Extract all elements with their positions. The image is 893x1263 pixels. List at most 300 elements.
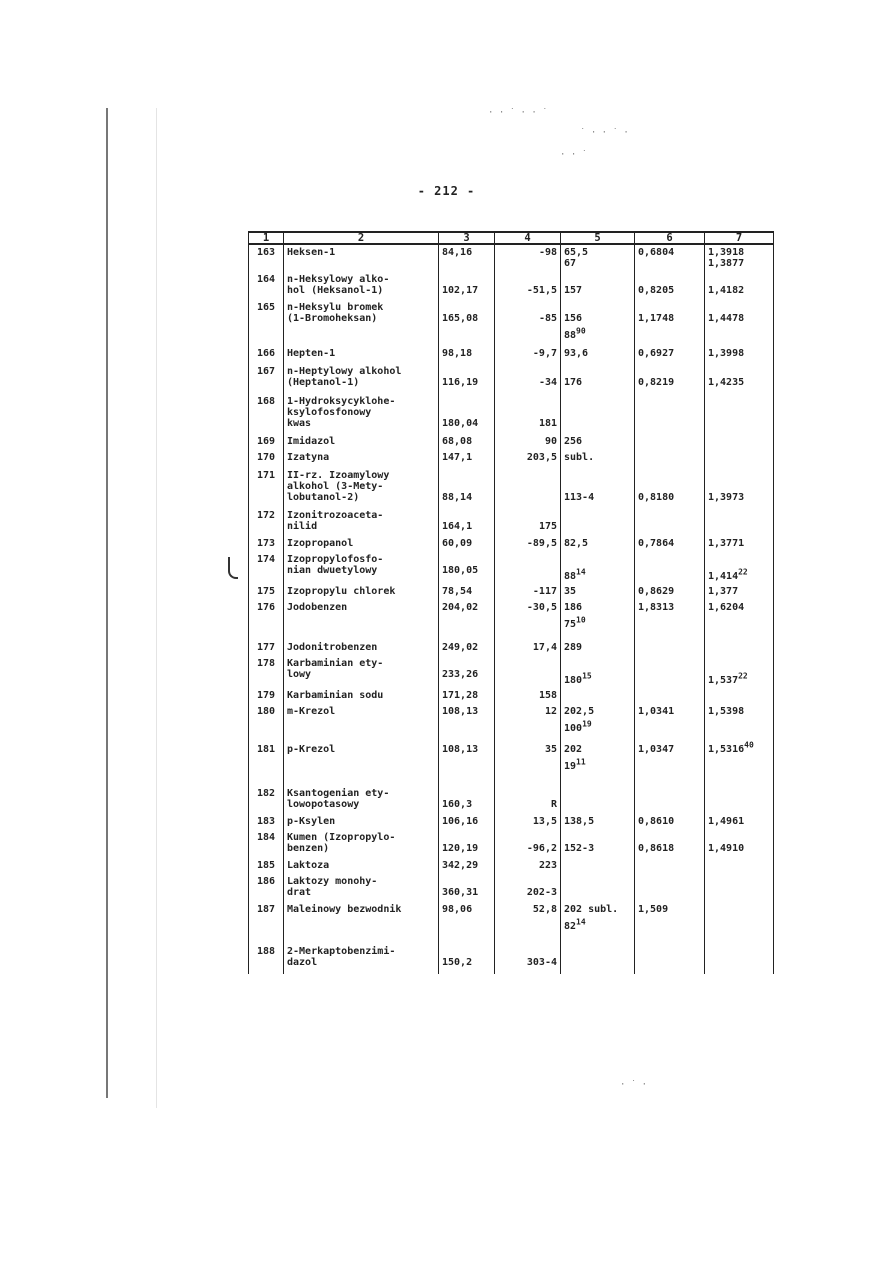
melting-point-line: 12 <box>544 706 557 717</box>
boiling-point-line: $180^{15}$ <box>564 671 592 686</box>
melting-point-line: -9,7 <box>532 348 557 359</box>
compound-number-line: 177 <box>256 642 276 653</box>
melting-point <box>495 300 561 346</box>
col-header: 1 <box>249 232 284 244</box>
density-line <box>638 658 701 669</box>
col-header: 7 <box>705 232 774 244</box>
boiling-point <box>561 244 635 272</box>
compound-number <box>249 536 284 552</box>
boiling-point-line: $19^{11}$ <box>564 757 586 772</box>
molar-mass-line <box>442 788 491 799</box>
density-line: 0,8629 <box>638 586 675 597</box>
boiling-point-line <box>564 690 631 701</box>
table-row <box>249 704 774 742</box>
melting-point <box>495 508 561 536</box>
compound-number <box>249 272 284 300</box>
molar-mass-line: 160,3 <box>442 799 473 810</box>
boiling-point <box>561 640 635 656</box>
density-line <box>638 876 701 887</box>
refractive-index <box>705 272 774 300</box>
melting-point-line <box>498 788 557 799</box>
density <box>635 814 705 830</box>
melting-point-line <box>498 302 557 313</box>
melting-point <box>495 346 561 364</box>
molar-mass <box>439 552 495 584</box>
compound-name-line: p-Ksylen <box>287 816 336 827</box>
melting-point-line <box>498 658 557 669</box>
refractive-index-line: 1,537$^{22}$ <box>708 671 748 686</box>
compound-name-line: lobutanol-2) <box>287 492 360 503</box>
molar-mass <box>439 508 495 536</box>
refractive-index-line: 1,4478 <box>708 313 745 324</box>
density <box>635 704 705 742</box>
boiling-point-line: 202 subl. <box>564 904 619 915</box>
density-line <box>638 396 701 407</box>
compound-name <box>284 830 439 858</box>
density <box>635 536 705 552</box>
density <box>635 364 705 394</box>
compound-number-line: 164 <box>256 274 276 285</box>
compound-name-line: m-Krezol <box>287 706 336 717</box>
compound-number <box>249 244 284 272</box>
density-line <box>638 860 701 871</box>
table-row <box>249 688 774 704</box>
boiling-point-line: 202,5 <box>564 706 595 717</box>
melting-point-line: -34 <box>538 377 557 388</box>
molar-mass-line: 360,31 <box>442 887 479 898</box>
melting-point-line <box>498 470 557 481</box>
melting-point <box>495 874 561 902</box>
compound-name-line: (Heptanol-1) <box>287 377 360 388</box>
melting-point-line: 223 <box>538 860 557 871</box>
refractive-index-line: 1,3973 <box>708 492 745 503</box>
density-line: 1,509 <box>638 904 669 915</box>
boiling-point-line: 186 <box>564 602 583 613</box>
refractive-index-line: 1,3771 <box>708 538 745 549</box>
density-line: 0,8610 <box>638 816 675 827</box>
molar-mass-line: 233,26 <box>442 669 479 680</box>
superscript: 19 <box>582 719 592 729</box>
refractive-index <box>705 814 774 830</box>
refractive-index <box>705 244 774 272</box>
boiling-point <box>561 656 635 688</box>
melting-point-line: 181 <box>538 418 557 429</box>
density-line <box>638 470 701 481</box>
boiling-point-line: 65,5 <box>564 247 589 258</box>
melting-point-line: -85 <box>538 313 557 324</box>
refractive-index <box>705 468 774 508</box>
boiling-point <box>561 814 635 830</box>
density <box>635 688 705 704</box>
melting-point <box>495 364 561 394</box>
density <box>635 272 705 300</box>
molar-mass <box>439 656 495 688</box>
superscript: 40 <box>744 740 754 750</box>
refractive-index-line: 1,4182 <box>708 285 745 296</box>
compound-name <box>284 536 439 552</box>
refractive-index-line: 1,377 <box>708 586 739 597</box>
molar-mass <box>439 272 495 300</box>
compound-number-line: 184 <box>256 832 276 843</box>
melting-point-line: -96,2 <box>526 843 557 854</box>
boiling-point-line <box>564 481 631 492</box>
compound-number-line: 186 <box>256 876 276 887</box>
refractive-index-line <box>708 554 770 565</box>
compound-number <box>249 786 284 814</box>
density-line <box>638 832 701 843</box>
molar-mass-line <box>442 302 491 313</box>
melting-point-line: R <box>550 799 557 810</box>
refractive-index-line: 1,414$^{22}$ <box>708 567 748 582</box>
density-line <box>638 642 701 653</box>
melting-point <box>495 434 561 450</box>
melting-point <box>495 902 561 944</box>
boiling-point <box>561 346 635 364</box>
refractive-index <box>705 346 774 364</box>
col-header: 5 <box>561 232 635 244</box>
refractive-index-line: 1,6204 <box>708 602 745 613</box>
refractive-index <box>705 584 774 600</box>
melting-point-line: -117 <box>532 586 557 597</box>
boiling-point-line: 176 <box>564 377 583 388</box>
refractive-index <box>705 830 774 858</box>
compound-name-line: drat <box>287 887 312 898</box>
molar-mass-line <box>442 274 491 285</box>
compound-name-line: Izatyna <box>287 452 330 463</box>
melting-point <box>495 944 561 974</box>
compound-number <box>249 552 284 584</box>
molar-mass-line <box>442 876 491 887</box>
table-row <box>249 450 774 468</box>
molar-mass-line <box>442 832 491 843</box>
density <box>635 640 705 656</box>
compound-name <box>284 742 439 786</box>
boiling-point-line: $88^{90}$ <box>564 326 586 341</box>
melting-point-line <box>498 510 557 521</box>
density-line <box>638 946 701 957</box>
melting-point <box>495 468 561 508</box>
compound-number <box>249 742 284 786</box>
table-row <box>249 244 774 272</box>
melting-point <box>495 552 561 584</box>
boiling-point <box>561 830 635 858</box>
boiling-point-line <box>564 366 631 377</box>
melting-point <box>495 858 561 874</box>
melting-point <box>495 536 561 552</box>
molar-mass <box>439 394 495 434</box>
boiling-point-line: 157 <box>564 285 583 296</box>
molar-mass-line: 84,16 <box>442 247 473 258</box>
melting-point <box>495 704 561 742</box>
molar-mass <box>439 434 495 450</box>
refractive-index-line: 1,4235 <box>708 377 745 388</box>
compound-name-line: Imidazol <box>287 436 336 447</box>
compound-number-line: 179 <box>256 690 276 701</box>
molar-mass-line: 108,13 <box>442 744 479 755</box>
compound-number-line: 169 <box>256 436 276 447</box>
refractive-index-line: 1,3877 <box>708 258 745 269</box>
melting-point-line: 17,4 <box>532 642 557 653</box>
boiling-point <box>561 704 635 742</box>
table-row <box>249 656 774 688</box>
compound-number-line: 168 <box>256 396 276 407</box>
table-row <box>249 944 774 974</box>
boiling-point-line: 256 <box>564 436 583 447</box>
molar-mass-line: 147,1 <box>442 452 473 463</box>
compound-name-line: Laktoza <box>287 860 330 871</box>
density-line: 0,8205 <box>638 285 675 296</box>
refractive-index <box>705 300 774 346</box>
table-row <box>249 536 774 552</box>
density-line: 0,7864 <box>638 538 675 549</box>
compound-name <box>284 434 439 450</box>
molar-mass <box>439 640 495 656</box>
col-header: 2 <box>284 232 439 244</box>
refractive-index-line <box>708 366 770 377</box>
molar-mass-line: 165,08 <box>442 313 479 324</box>
density <box>635 902 705 944</box>
table-row <box>249 300 774 346</box>
compound-name <box>284 300 439 346</box>
melting-point <box>495 272 561 300</box>
pencil-mark <box>228 557 238 579</box>
refractive-index <box>705 742 774 786</box>
melting-point-line <box>498 832 557 843</box>
refractive-index <box>705 552 774 584</box>
table-row <box>249 552 774 584</box>
molar-mass-line <box>442 407 491 418</box>
boiling-point-line <box>564 470 631 481</box>
boiling-point <box>561 600 635 640</box>
table-row <box>249 874 774 902</box>
compound-name <box>284 508 439 536</box>
molar-mass <box>439 536 495 552</box>
table-row <box>249 364 774 394</box>
refractive-index-line <box>708 452 770 463</box>
boiling-point <box>561 508 635 536</box>
compound-number <box>249 508 284 536</box>
boiling-point-line: 67 <box>564 258 577 269</box>
compound-number-line: 187 <box>256 904 276 915</box>
boiling-point <box>561 450 635 468</box>
compound-name-line: Karbaminian ety- <box>287 658 384 669</box>
compound-number-line: 171 <box>256 470 276 481</box>
compound-number-line: 182 <box>256 788 276 799</box>
refractive-index <box>705 858 774 874</box>
density-line <box>638 452 701 463</box>
molar-mass-line <box>442 396 491 407</box>
compound-name-line: Heksen-1 <box>287 247 336 258</box>
table-row <box>249 394 774 434</box>
refractive-index <box>705 600 774 640</box>
melting-point-line: 202-3 <box>526 887 557 898</box>
density-line: 1,0341 <box>638 706 675 717</box>
refractive-index-line <box>708 658 770 669</box>
boiling-point-line <box>564 396 631 407</box>
molar-mass-line: 98,18 <box>442 348 473 359</box>
refractive-index <box>705 508 774 536</box>
boiling-point <box>561 272 635 300</box>
molar-mass-line: 116,19 <box>442 377 479 388</box>
compound-name <box>284 244 439 272</box>
density <box>635 434 705 450</box>
density-line: 0,8180 <box>638 492 675 503</box>
compound-name-line: benzen) <box>287 843 330 854</box>
compound-name <box>284 552 439 584</box>
refractive-index-line: 1,4961 <box>708 816 745 827</box>
molar-mass <box>439 902 495 944</box>
table-row <box>249 508 774 536</box>
melting-point <box>495 830 561 858</box>
melting-point-line: -89,5 <box>526 538 557 549</box>
compound-number <box>249 346 284 364</box>
refractive-index-line <box>708 510 770 521</box>
density <box>635 742 705 786</box>
melting-point-line <box>498 554 557 565</box>
refractive-index <box>705 704 774 742</box>
compound-number-line: 172 <box>256 510 276 521</box>
boiling-point-line: 289 <box>564 642 583 653</box>
table-row <box>249 346 774 364</box>
compound-number <box>249 468 284 508</box>
boiling-point-line <box>564 876 631 887</box>
compound-name-line: Izopropylu chlorek <box>287 586 396 597</box>
boiling-point-line: subl. <box>564 452 595 463</box>
boiling-point <box>561 688 635 704</box>
table-row <box>249 742 774 786</box>
superscript: 14 <box>576 567 586 577</box>
melting-point <box>495 244 561 272</box>
melting-point <box>495 814 561 830</box>
compound-name-line: ksylofosfonowy <box>287 407 372 418</box>
table-row <box>249 858 774 874</box>
molar-mass <box>439 468 495 508</box>
compound-number-line: 176 <box>256 602 276 613</box>
table-row <box>249 584 774 600</box>
boiling-point-line <box>564 302 631 313</box>
density <box>635 346 705 364</box>
boiling-point-line: $88^{14}$ <box>564 567 586 582</box>
refractive-index <box>705 536 774 552</box>
refractive-index-line: 1,5316$^{40}$ <box>708 740 754 755</box>
compound-number-line: 167 <box>256 366 276 377</box>
refractive-index-line: 1,3998 <box>708 348 745 359</box>
boiling-point <box>561 552 635 584</box>
molar-mass-line: 108,13 <box>442 706 479 717</box>
molar-mass-line <box>442 470 491 481</box>
boiling-point <box>561 902 635 944</box>
melting-point-line: 13,5 <box>532 816 557 827</box>
compound-number <box>249 434 284 450</box>
molar-mass-line: 171,28 <box>442 690 479 701</box>
compound-name-line: lowy <box>287 669 312 680</box>
boiling-point <box>561 742 635 786</box>
compound-name-line: nilid <box>287 521 318 532</box>
melting-point-line: 158 <box>538 690 557 701</box>
molar-mass-line <box>442 366 491 377</box>
compound-number <box>249 640 284 656</box>
compound-number <box>249 944 284 974</box>
melting-point <box>495 640 561 656</box>
molar-mass <box>439 688 495 704</box>
boiling-point-line <box>564 946 631 957</box>
density <box>635 656 705 688</box>
table-row <box>249 434 774 450</box>
boiling-point-line: $75^{10}$ <box>564 615 586 630</box>
melting-point <box>495 688 561 704</box>
boiling-point-line <box>564 832 631 843</box>
boiling-point-line: 138,5 <box>564 816 595 827</box>
density <box>635 830 705 858</box>
compound-name-line: lowopotasowy <box>287 799 360 810</box>
density-line <box>638 274 701 285</box>
compound-number-line: 163 <box>256 247 276 258</box>
compound-name <box>284 688 439 704</box>
superscript: 90 <box>576 326 586 336</box>
molar-mass <box>439 858 495 874</box>
compound-name-line: nian dwuetylowy <box>287 565 378 576</box>
refractive-index-line <box>708 788 770 799</box>
refractive-index-line <box>708 274 770 285</box>
refractive-index <box>705 364 774 394</box>
melting-point <box>495 786 561 814</box>
density-line <box>638 481 701 492</box>
compound-number <box>249 688 284 704</box>
melting-point-line: 35 <box>544 744 557 755</box>
superscript: 22 <box>738 567 748 577</box>
compound-number <box>249 364 284 394</box>
compound-name-line: (1-Bromoheksan) <box>287 313 378 324</box>
compound-name-line: Jodonitrobenzen <box>287 642 378 653</box>
molar-mass-line: 102,17 <box>442 285 479 296</box>
compound-name-line: Karbaminian sodu <box>287 690 384 701</box>
density <box>635 300 705 346</box>
compound-number <box>249 874 284 902</box>
superscript: 22 <box>738 671 748 681</box>
compound-name <box>284 786 439 814</box>
compound-name-line: Izopropylofosfo- <box>287 554 384 565</box>
superscript: 14 <box>576 917 586 927</box>
density-line <box>638 302 701 313</box>
molar-mass <box>439 944 495 974</box>
boiling-point <box>561 786 635 814</box>
table-row <box>249 640 774 656</box>
table-row <box>249 830 774 858</box>
molar-mass <box>439 874 495 902</box>
density-line <box>638 510 701 521</box>
density-line <box>638 366 701 377</box>
density <box>635 944 705 974</box>
melting-point-line <box>498 876 557 887</box>
density-line: 0,6804 <box>638 247 675 258</box>
refractive-index <box>705 434 774 450</box>
molar-mass-line: 98,06 <box>442 904 473 915</box>
table-row <box>249 814 774 830</box>
molar-mass <box>439 814 495 830</box>
scan-speckle: · ˙ · <box>620 1080 648 1090</box>
boiling-point <box>561 536 635 552</box>
molar-mass <box>439 742 495 786</box>
compound-name-line: Maleinowy bezwodnik <box>287 904 402 915</box>
molar-mass-line: 60,09 <box>442 538 473 549</box>
molar-mass <box>439 364 495 394</box>
density <box>635 394 705 434</box>
melting-point <box>495 656 561 688</box>
superscript: 11 <box>576 757 586 767</box>
molar-mass-line <box>442 946 491 957</box>
compound-number <box>249 902 284 944</box>
boiling-point-line <box>564 788 631 799</box>
